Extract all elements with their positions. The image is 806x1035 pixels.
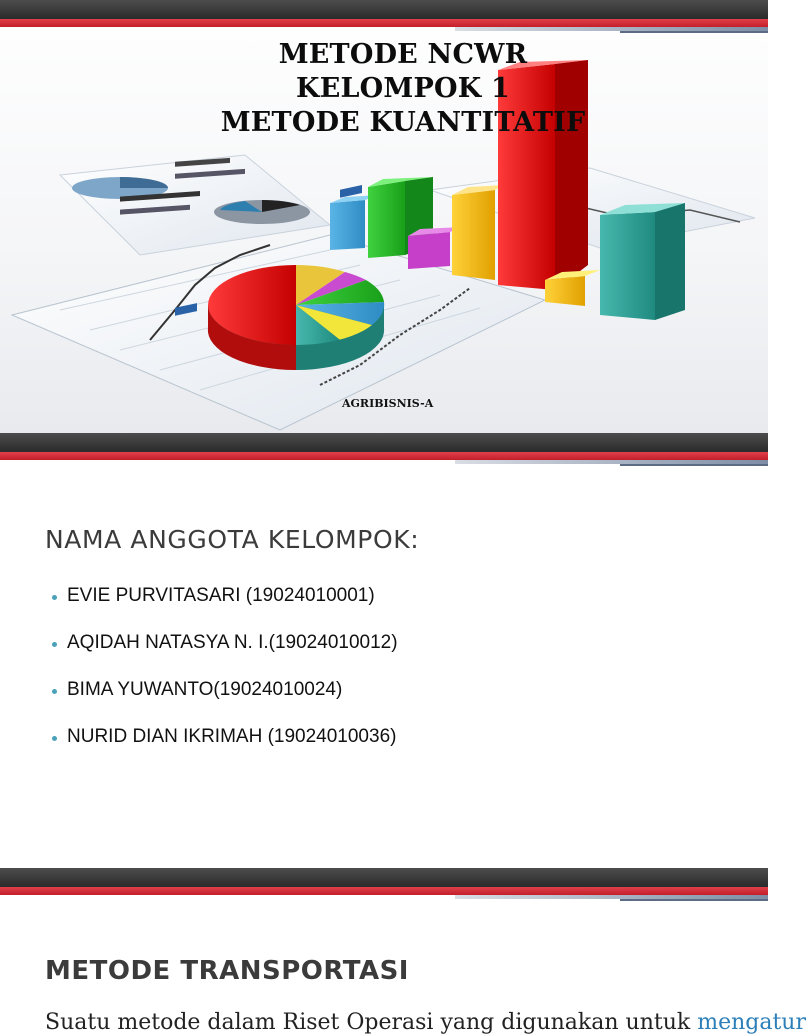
slide-heading: NAMA ANGGOTA KELOMPOK: xyxy=(45,525,420,554)
bullet-icon xyxy=(52,736,57,741)
header-decoration-bar xyxy=(0,433,768,467)
bullet-icon xyxy=(52,689,57,694)
member-name: NURID DIAN IKRIMAH (19024010036) xyxy=(67,726,397,747)
bullet-icon xyxy=(52,595,57,600)
member-name: AQIDAH NATASYA N. I.(19024010012) xyxy=(67,632,398,653)
bullet-icon xyxy=(52,642,57,647)
members-slide xyxy=(0,433,768,868)
title-line: METODE KUANTITATIF xyxy=(220,107,586,138)
member-name: EVIE PURVITASARI (19024010001) xyxy=(67,585,375,606)
slide-body-text xyxy=(45,1010,806,1035)
header-decoration-bar xyxy=(0,0,768,34)
slide-subtitle: AGRIBISNIS-A xyxy=(342,397,434,410)
highlighted-word: mengatur xyxy=(697,1010,806,1035)
title-line: METODE NCWR xyxy=(278,39,528,70)
title-line: KELOMPOK 1 xyxy=(296,73,510,104)
header-decoration-bar xyxy=(0,868,768,902)
slide-heading: METODE TRANSPORTASI xyxy=(45,956,409,986)
title-slide xyxy=(0,0,768,433)
slide-title xyxy=(0,38,806,140)
member-name: BIMA YUWANTO(19024010024) xyxy=(67,679,343,700)
pie-chart xyxy=(208,265,384,370)
body-text: Suatu metode dalam Riset Operasi yang digunakan untuk xyxy=(45,1010,698,1035)
transport-method-slide xyxy=(0,868,806,1035)
